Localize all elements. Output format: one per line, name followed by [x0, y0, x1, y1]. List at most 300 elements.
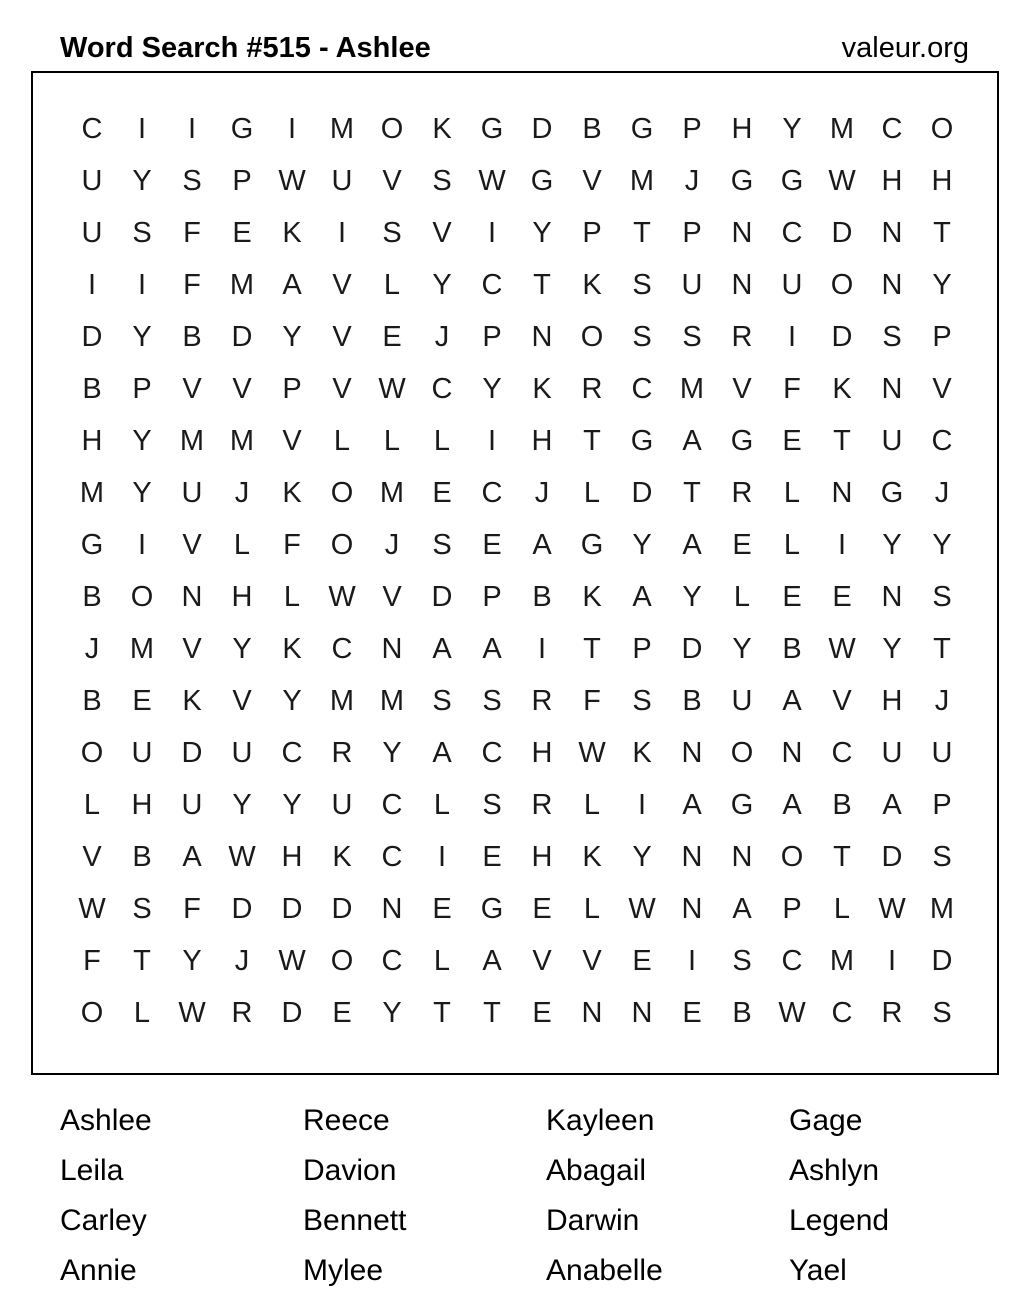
grid-cell[interactable]: J [934, 684, 950, 717]
grid-cell[interactable]: S [482, 684, 502, 717]
grid-cell[interactable]: D [231, 892, 253, 925]
grid-cell[interactable]: F [283, 528, 301, 561]
grid-cell[interactable]: S [632, 268, 652, 301]
grid-cell[interactable]: G [630, 424, 654, 457]
grid-cell[interactable]: I [687, 944, 697, 977]
grid-cell[interactable]: L [783, 528, 801, 561]
grid-cell[interactable]: O [930, 112, 954, 145]
grid-cell[interactable]: T [933, 632, 951, 665]
grid-cell[interactable]: V [232, 684, 252, 717]
grid-cell[interactable]: V [382, 580, 402, 613]
grid-cell[interactable]: N [631, 996, 653, 1029]
grid-cell[interactable]: U [131, 736, 153, 769]
grid-cell[interactable]: Y [882, 632, 902, 665]
grid-cell[interactable]: D [931, 944, 953, 977]
grid-cell[interactable]: G [230, 112, 254, 145]
grid-cell[interactable]: E [632, 944, 652, 977]
grid-cell[interactable]: W [328, 580, 356, 613]
grid-cell[interactable]: D [531, 112, 553, 145]
grid-cell[interactable]: F [83, 944, 101, 977]
grid-cell[interactable]: V [932, 372, 952, 405]
grid-cell[interactable]: W [828, 164, 856, 197]
grid-cell[interactable]: V [182, 632, 202, 665]
grid-cell[interactable]: N [181, 580, 203, 613]
grid-cell[interactable]: S [932, 580, 952, 613]
grid-cell[interactable]: C [81, 112, 103, 145]
grid-cell[interactable]: E [382, 320, 402, 353]
grid-cell[interactable]: U [331, 164, 353, 197]
grid-cell[interactable]: B [682, 684, 702, 717]
grid-cell[interactable]: N [681, 892, 703, 925]
grid-cell[interactable]: I [487, 424, 497, 457]
grid-cell[interactable]: K [532, 372, 552, 405]
grid-cell[interactable]: Y [382, 736, 402, 769]
grid-cell[interactable]: Y [282, 788, 302, 821]
grid-cell[interactable]: R [731, 320, 753, 353]
grid-cell[interactable]: H [531, 840, 553, 873]
grid-cell[interactable]: O [730, 736, 754, 769]
grid-cell[interactable]: S [932, 840, 952, 873]
grid-cell[interactable]: F [183, 216, 201, 249]
grid-cell[interactable]: J [934, 476, 950, 509]
grid-cell[interactable]: Y [782, 112, 802, 145]
grid-cell[interactable]: Y [132, 320, 152, 353]
grid-cell[interactable]: H [231, 580, 253, 613]
grid-cell[interactable]: I [537, 632, 547, 665]
grid-cell[interactable]: V [82, 840, 102, 873]
grid-cell[interactable]: G [630, 112, 654, 145]
grid-cell[interactable]: Y [132, 164, 152, 197]
grid-cell[interactable]: M [929, 892, 955, 925]
grid-cell[interactable]: A [682, 788, 702, 821]
grid-cell[interactable]: S [182, 164, 202, 197]
grid-cell[interactable]: I [437, 840, 447, 873]
grid-cell[interactable]: Y [132, 476, 152, 509]
grid-cell[interactable]: V [832, 684, 852, 717]
grid-cell[interactable]: C [781, 944, 803, 977]
grid-cell[interactable]: U [231, 736, 253, 769]
grid-cell[interactable]: M [229, 268, 255, 301]
grid-cell[interactable]: U [881, 424, 903, 457]
grid-cell[interactable]: Y [232, 632, 252, 665]
grid-cell[interactable]: V [432, 216, 452, 249]
grid-cell[interactable]: Y [632, 840, 652, 873]
grid-cell[interactable]: T [833, 840, 851, 873]
grid-cell[interactable]: Y [282, 684, 302, 717]
grid-cell[interactable]: S [882, 320, 902, 353]
grid-cell[interactable]: C [481, 476, 503, 509]
grid-cell[interactable]: R [531, 684, 553, 717]
grid-cell[interactable]: K [582, 580, 602, 613]
grid-cell[interactable]: W [178, 996, 206, 1029]
grid-cell[interactable]: E [682, 996, 702, 1029]
grid-cell[interactable]: T [483, 996, 501, 1029]
grid-cell[interactable]: H [881, 684, 903, 717]
grid-cell[interactable]: D [181, 736, 203, 769]
grid-cell[interactable]: P [282, 372, 302, 405]
grid-cell[interactable]: E [532, 892, 552, 925]
grid-cell[interactable]: I [787, 320, 797, 353]
grid-cell[interactable]: A [682, 528, 702, 561]
grid-cell[interactable]: E [482, 840, 502, 873]
grid-cell[interactable]: M [379, 684, 405, 717]
grid-cell[interactable]: U [681, 268, 703, 301]
grid-cell[interactable]: P [782, 892, 802, 925]
grid-cell[interactable]: P [632, 632, 652, 665]
grid-cell[interactable]: M [229, 424, 255, 457]
grid-cell[interactable]: I [337, 216, 347, 249]
grid-cell[interactable]: N [881, 268, 903, 301]
grid-cell[interactable]: U [931, 736, 953, 769]
grid-cell[interactable]: B [732, 996, 752, 1029]
grid-cell[interactable]: F [183, 892, 201, 925]
grid-cell[interactable]: A [732, 892, 752, 925]
grid-cell[interactable]: W [278, 944, 306, 977]
grid-cell[interactable]: C [431, 372, 453, 405]
grid-cell[interactable]: L [433, 944, 451, 977]
grid-cell[interactable]: I [837, 528, 847, 561]
grid-cell[interactable]: H [531, 424, 553, 457]
grid-cell[interactable]: M [629, 164, 655, 197]
grid-cell[interactable]: E [232, 216, 252, 249]
grid-cell[interactable]: B [782, 632, 802, 665]
grid-cell[interactable]: G [730, 788, 754, 821]
grid-cell[interactable]: F [583, 684, 601, 717]
grid-cell[interactable]: G [880, 476, 904, 509]
grid-cell[interactable]: P [582, 216, 602, 249]
grid-cell[interactable]: J [434, 320, 450, 353]
grid-cell[interactable]: L [383, 268, 401, 301]
grid-cell[interactable]: M [829, 944, 855, 977]
grid-cell[interactable]: U [181, 788, 203, 821]
grid-cell[interactable]: M [79, 476, 105, 509]
grid-cell[interactable]: K [432, 112, 452, 145]
grid-cell[interactable]: D [681, 632, 703, 665]
grid-cell[interactable]: K [282, 216, 302, 249]
grid-cell[interactable]: U [81, 216, 103, 249]
grid-cell[interactable]: O [130, 580, 154, 613]
grid-cell[interactable]: W [228, 840, 256, 873]
grid-cell[interactable]: E [332, 996, 352, 1029]
grid-cell[interactable]: C [481, 268, 503, 301]
grid-cell[interactable]: Y [532, 216, 552, 249]
grid-cell[interactable]: G [580, 528, 604, 561]
grid-cell[interactable]: O [780, 840, 804, 873]
grid-cell[interactable]: S [932, 996, 952, 1029]
grid-cell[interactable]: K [182, 684, 202, 717]
grid-cell[interactable]: J [684, 164, 700, 197]
grid-cell[interactable]: G [730, 424, 754, 457]
grid-cell[interactable]: G [480, 112, 504, 145]
grid-cell[interactable]: T [933, 216, 951, 249]
grid-cell[interactable]: H [281, 840, 303, 873]
grid-cell[interactable]: L [133, 996, 151, 1029]
grid-cell[interactable]: F [783, 372, 801, 405]
grid-cell[interactable]: I [637, 788, 647, 821]
grid-cell[interactable]: P [932, 320, 952, 353]
grid-cell[interactable]: A [432, 736, 452, 769]
grid-cell[interactable]: W [78, 892, 106, 925]
grid-cell[interactable]: R [881, 996, 903, 1029]
grid-cell[interactable]: A [782, 788, 802, 821]
grid-cell[interactable]: S [432, 528, 452, 561]
grid-cell[interactable]: U [781, 268, 803, 301]
grid-cell[interactable]: N [831, 476, 853, 509]
grid-cell[interactable]: K [832, 372, 852, 405]
grid-cell[interactable]: L [583, 788, 601, 821]
grid-cell[interactable]: L [583, 892, 601, 925]
grid-cell[interactable]: V [232, 372, 252, 405]
grid-cell[interactable]: M [829, 112, 855, 145]
grid-cell[interactable]: D [431, 580, 453, 613]
grid-cell[interactable]: A [632, 580, 652, 613]
grid-cell[interactable]: N [731, 216, 753, 249]
grid-cell[interactable]: M [329, 112, 355, 145]
grid-cell[interactable]: T [133, 944, 151, 977]
grid-cell[interactable]: C [331, 632, 353, 665]
grid-cell[interactable]: U [181, 476, 203, 509]
grid-cell[interactable]: C [281, 736, 303, 769]
grid-cell[interactable]: L [333, 424, 351, 457]
grid-cell[interactable]: Y [932, 268, 952, 301]
grid-cell[interactable]: L [283, 580, 301, 613]
grid-cell[interactable]: B [82, 684, 102, 717]
grid-cell[interactable]: L [383, 424, 401, 457]
grid-cell[interactable]: O [80, 736, 104, 769]
grid-cell[interactable]: L [83, 788, 101, 821]
grid-cell[interactable]: P [682, 216, 702, 249]
grid-cell[interactable]: R [731, 476, 753, 509]
grid-cell[interactable]: J [234, 476, 250, 509]
grid-cell[interactable]: W [878, 892, 906, 925]
grid-cell[interactable]: I [887, 944, 897, 977]
grid-cell[interactable]: C [881, 112, 903, 145]
grid-cell[interactable]: N [881, 216, 903, 249]
grid-cell[interactable]: L [733, 580, 751, 613]
grid-cell[interactable]: W [378, 372, 406, 405]
grid-cell[interactable]: D [331, 892, 353, 925]
grid-cell[interactable]: R [231, 996, 253, 1029]
grid-cell[interactable]: Y [282, 320, 302, 353]
grid-cell[interactable]: P [232, 164, 252, 197]
grid-cell[interactable]: S [132, 892, 152, 925]
grid-cell[interactable]: Y [132, 424, 152, 457]
grid-cell[interactable]: G [80, 528, 104, 561]
grid-cell[interactable]: C [831, 736, 853, 769]
grid-cell[interactable]: S [382, 216, 402, 249]
grid-cell[interactable]: S [632, 684, 652, 717]
grid-cell[interactable]: W [478, 164, 506, 197]
grid-cell[interactable]: C [781, 216, 803, 249]
grid-cell[interactable]: N [581, 996, 603, 1029]
grid-cell[interactable]: D [281, 996, 303, 1029]
grid-cell[interactable]: A [532, 528, 552, 561]
grid-cell[interactable]: B [132, 840, 152, 873]
grid-cell[interactable]: E [432, 476, 452, 509]
grid-cell[interactable]: Y [482, 372, 502, 405]
grid-cell[interactable]: N [381, 632, 403, 665]
grid-cell[interactable]: A [282, 268, 302, 301]
grid-cell[interactable]: H [881, 164, 903, 197]
grid-cell[interactable]: U [331, 788, 353, 821]
grid-cell[interactable]: I [87, 268, 97, 301]
grid-cell[interactable]: I [137, 528, 147, 561]
grid-cell[interactable]: I [187, 112, 197, 145]
grid-cell[interactable]: T [633, 216, 651, 249]
grid-cell[interactable]: L [583, 476, 601, 509]
grid-cell[interactable]: H [81, 424, 103, 457]
grid-cell[interactable]: J [384, 528, 400, 561]
grid-cell[interactable]: V [182, 528, 202, 561]
grid-cell[interactable]: R [531, 788, 553, 821]
grid-cell[interactable]: P [482, 320, 502, 353]
grid-cell[interactable]: Y [932, 528, 952, 561]
grid-cell[interactable]: I [137, 268, 147, 301]
grid-cell[interactable]: E [732, 528, 752, 561]
grid-cell[interactable]: V [282, 424, 302, 457]
grid-cell[interactable]: F [183, 268, 201, 301]
grid-cell[interactable]: B [82, 580, 102, 613]
grid-cell[interactable]: C [931, 424, 953, 457]
grid-cell[interactable]: Y [432, 268, 452, 301]
grid-cell[interactable]: D [831, 320, 853, 353]
grid-cell[interactable]: M [129, 632, 155, 665]
grid-cell[interactable]: G [530, 164, 554, 197]
grid-cell[interactable]: O [330, 476, 354, 509]
grid-cell[interactable]: S [632, 320, 652, 353]
grid-cell[interactable]: O [580, 320, 604, 353]
grid-cell[interactable]: D [231, 320, 253, 353]
grid-cell[interactable]: W [628, 892, 656, 925]
grid-cell[interactable]: Y [732, 632, 752, 665]
grid-cell[interactable]: S [482, 788, 502, 821]
grid-cell[interactable]: G [780, 164, 804, 197]
grid-cell[interactable]: N [531, 320, 553, 353]
grid-cell[interactable]: G [730, 164, 754, 197]
grid-cell[interactable]: M [379, 476, 405, 509]
grid-cell[interactable]: V [732, 372, 752, 405]
grid-cell[interactable]: M [329, 684, 355, 717]
grid-cell[interactable]: T [533, 268, 551, 301]
grid-cell[interactable]: I [137, 112, 147, 145]
grid-cell[interactable]: D [81, 320, 103, 353]
grid-cell[interactable]: N [781, 736, 803, 769]
grid-cell[interactable]: C [481, 736, 503, 769]
grid-cell[interactable]: C [631, 372, 653, 405]
grid-cell[interactable]: W [278, 164, 306, 197]
grid-cell[interactable]: T [583, 424, 601, 457]
grid-cell[interactable]: G [480, 892, 504, 925]
grid-cell[interactable]: A [432, 632, 452, 665]
grid-cell[interactable]: B [832, 788, 852, 821]
grid-cell[interactable]: V [582, 944, 602, 977]
grid-cell[interactable]: K [282, 476, 302, 509]
grid-cell[interactable]: O [380, 112, 404, 145]
grid-cell[interactable]: P [682, 112, 702, 145]
grid-cell[interactable]: Y [182, 944, 202, 977]
grid-cell[interactable]: W [578, 736, 606, 769]
grid-cell[interactable]: R [581, 372, 603, 405]
grid-cell[interactable]: T [433, 996, 451, 1029]
grid-cell[interactable]: L [783, 476, 801, 509]
grid-cell[interactable]: B [582, 112, 602, 145]
grid-cell[interactable]: Y [632, 528, 652, 561]
grid-cell[interactable]: C [381, 840, 403, 873]
grid-cell[interactable]: R [331, 736, 353, 769]
grid-cell[interactable]: I [287, 112, 297, 145]
grid-cell[interactable]: O [330, 528, 354, 561]
grid-cell[interactable]: V [382, 164, 402, 197]
grid-cell[interactable]: S [732, 944, 752, 977]
grid-cell[interactable]: A [782, 684, 802, 717]
grid-cell[interactable]: L [233, 528, 251, 561]
grid-cell[interactable]: T [583, 632, 601, 665]
grid-cell[interactable]: S [132, 216, 152, 249]
grid-cell[interactable]: U [81, 164, 103, 197]
grid-cell[interactable]: V [582, 164, 602, 197]
grid-cell[interactable]: V [182, 372, 202, 405]
grid-cell[interactable]: P [132, 372, 152, 405]
grid-cell[interactable]: D [831, 216, 853, 249]
grid-cell[interactable]: P [482, 580, 502, 613]
grid-cell[interactable]: K [282, 632, 302, 665]
grid-cell[interactable]: J [534, 476, 550, 509]
grid-cell[interactable]: O [330, 944, 354, 977]
grid-cell[interactable]: W [778, 996, 806, 1029]
grid-cell[interactable]: H [131, 788, 153, 821]
grid-cell[interactable]: J [84, 632, 100, 665]
grid-cell[interactable]: A [182, 840, 202, 873]
grid-cell[interactable]: Y [382, 996, 402, 1029]
grid-cell[interactable]: C [831, 996, 853, 1029]
grid-cell[interactable]: L [833, 892, 851, 925]
grid-cell[interactable]: P [932, 788, 952, 821]
grid-cell[interactable]: B [532, 580, 552, 613]
grid-cell[interactable]: B [82, 372, 102, 405]
grid-cell[interactable]: W [828, 632, 856, 665]
grid-cell[interactable]: K [582, 840, 602, 873]
grid-cell[interactable]: L [433, 788, 451, 821]
grid-cell[interactable]: K [332, 840, 352, 873]
grid-cell[interactable]: L [433, 424, 451, 457]
grid-cell[interactable]: U [881, 736, 903, 769]
grid-cell[interactable]: D [881, 840, 903, 873]
grid-cell[interactable]: M [679, 372, 705, 405]
grid-cell[interactable]: D [631, 476, 653, 509]
grid-cell[interactable]: T [683, 476, 701, 509]
grid-cell[interactable]: H [931, 164, 953, 197]
grid-cell[interactable]: A [682, 424, 702, 457]
grid-cell[interactable]: C [381, 788, 403, 821]
grid-cell[interactable]: N [381, 892, 403, 925]
grid-cell[interactable]: V [332, 320, 352, 353]
grid-cell[interactable]: J [234, 944, 250, 977]
grid-cell[interactable]: T [833, 424, 851, 457]
grid-cell[interactable]: Y [682, 580, 702, 613]
grid-cell[interactable]: S [432, 164, 452, 197]
grid-cell[interactable]: S [682, 320, 702, 353]
grid-cell[interactable]: A [482, 944, 502, 977]
grid-cell[interactable]: E [832, 580, 852, 613]
grid-cell[interactable]: E [482, 528, 502, 561]
grid-cell[interactable]: V [332, 372, 352, 405]
grid-cell[interactable]: Y [882, 528, 902, 561]
grid-cell[interactable]: E [782, 424, 802, 457]
grid-cell[interactable]: E [132, 684, 152, 717]
grid-cell[interactable]: I [487, 216, 497, 249]
grid-cell[interactable]: O [830, 268, 854, 301]
grid-cell[interactable]: V [532, 944, 552, 977]
